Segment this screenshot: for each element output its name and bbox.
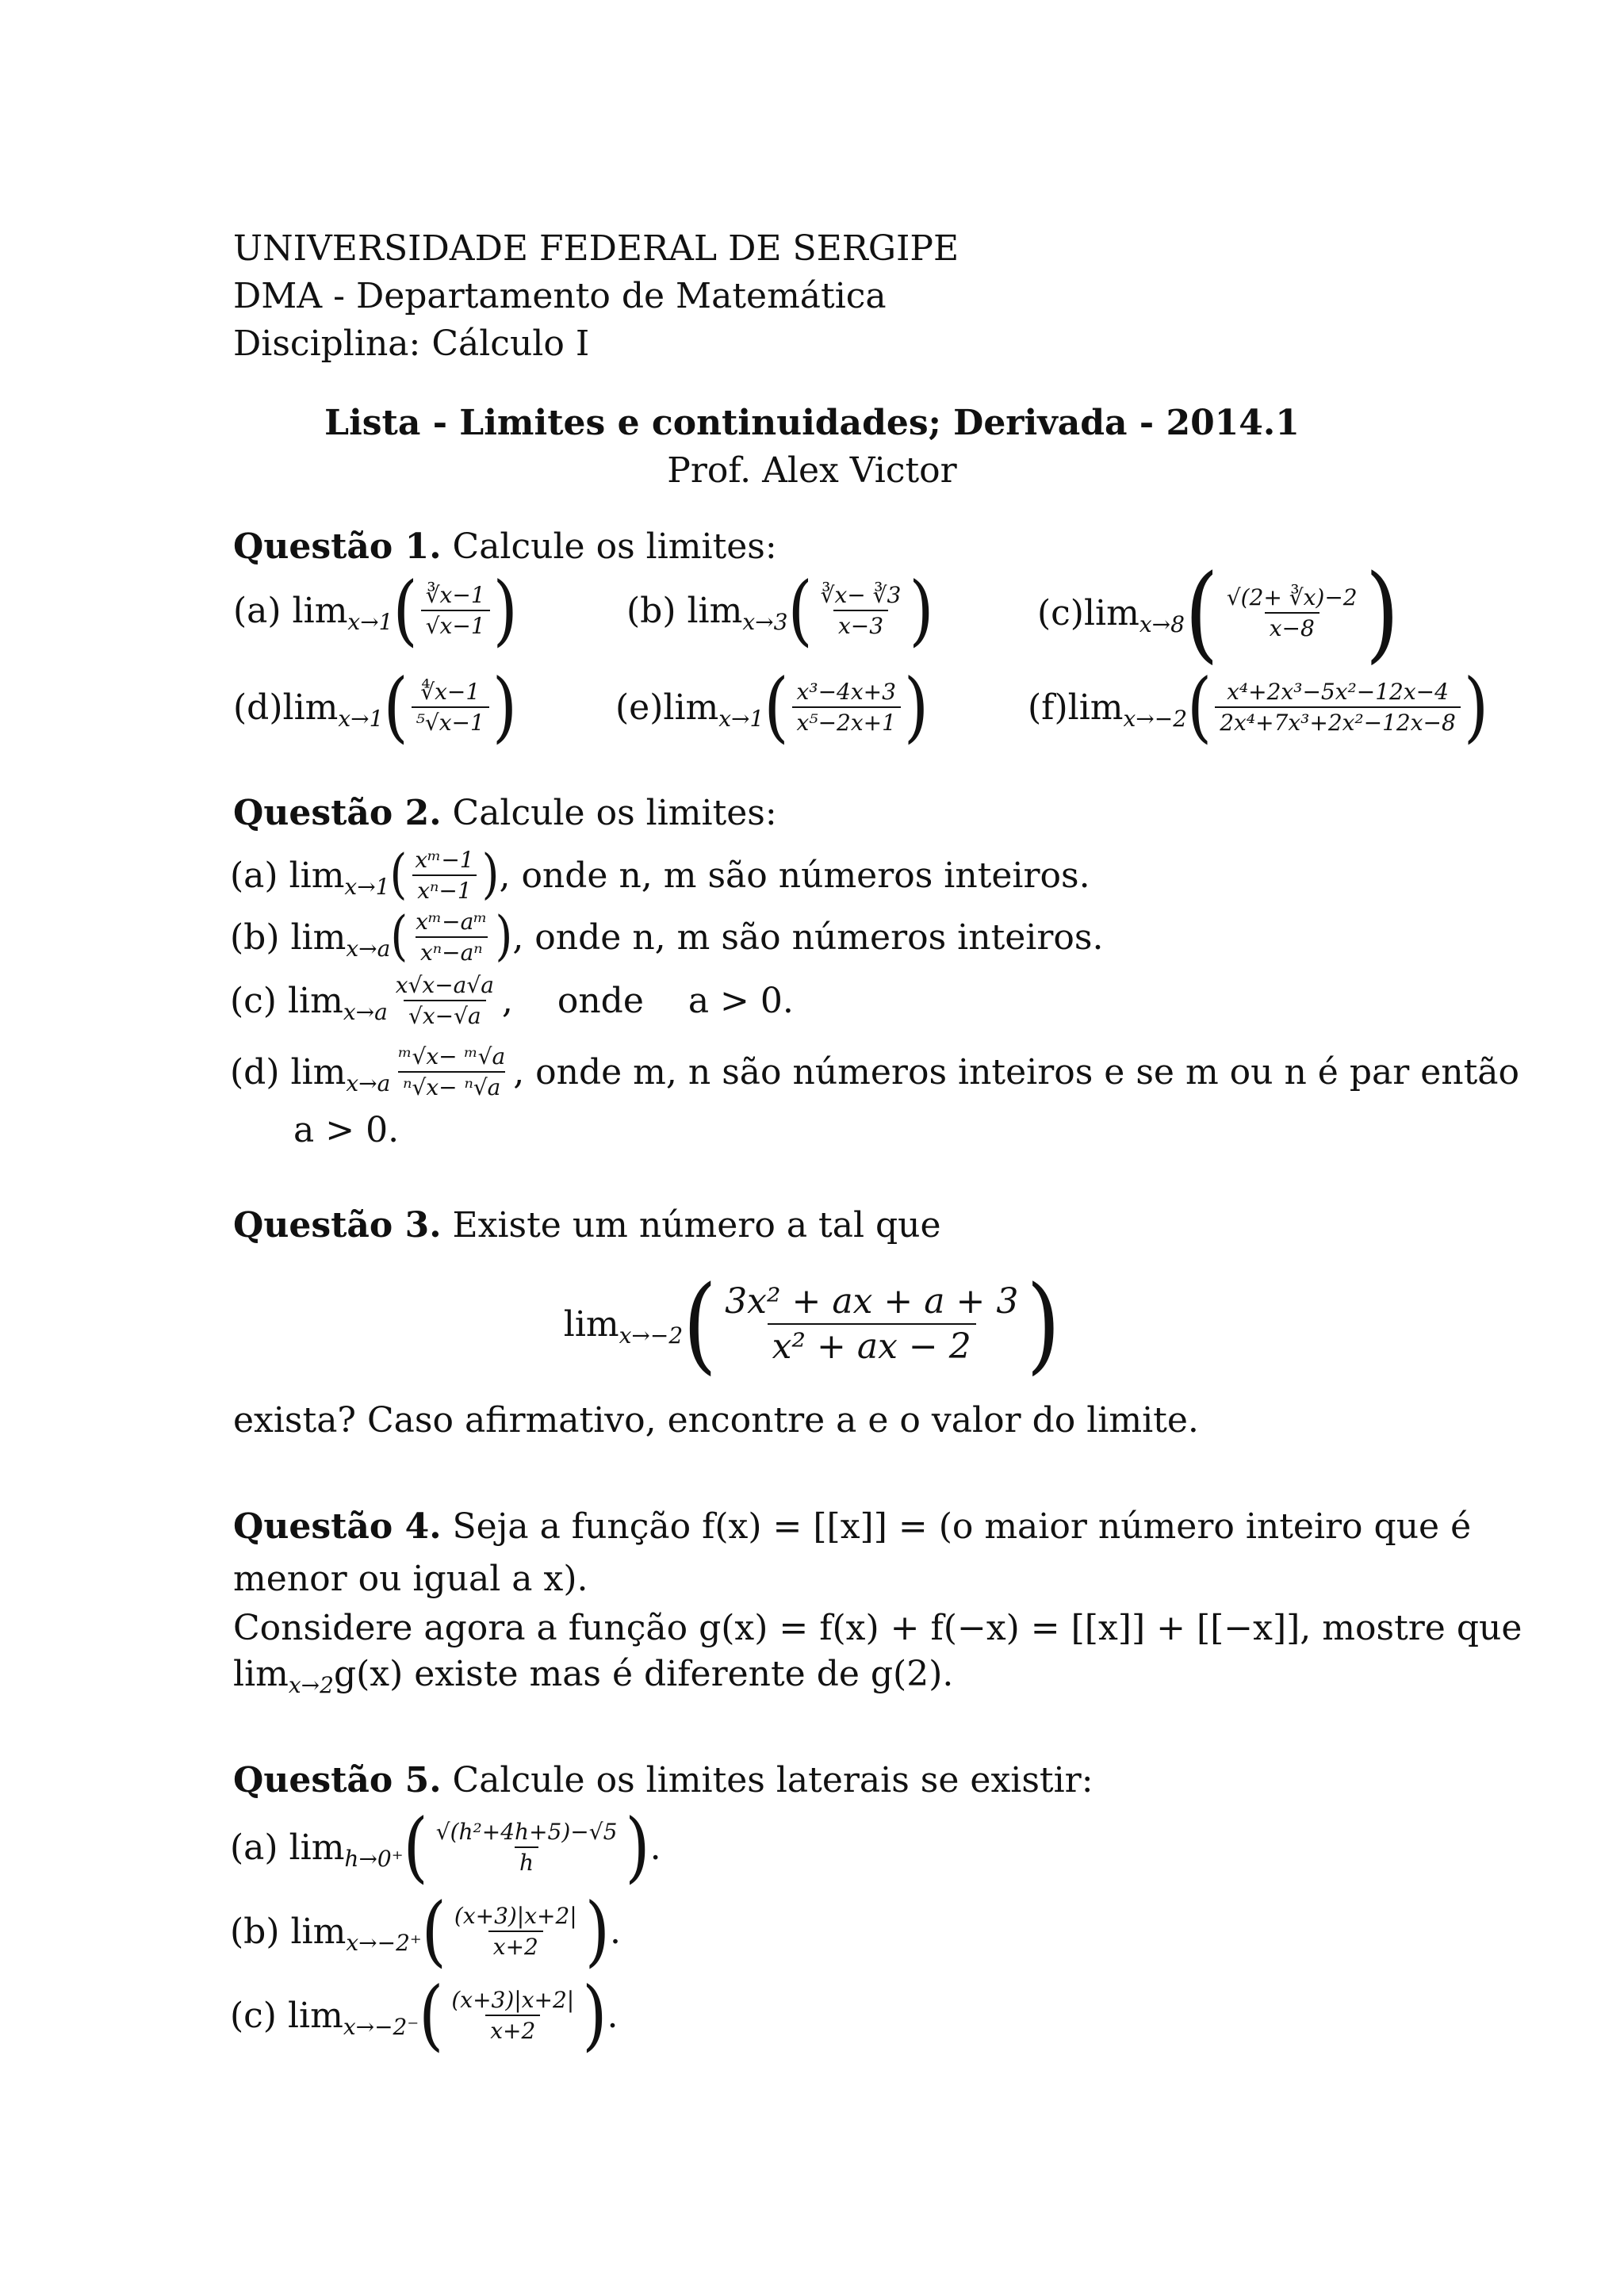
denominator: x−3 <box>833 610 888 639</box>
paren-left: ( <box>393 565 418 655</box>
paren-right: ) <box>495 905 513 968</box>
q1-b-fraction <box>816 582 906 639</box>
paren-left: ( <box>1187 662 1212 752</box>
q4-line3: Considere agora a função g(x) = f(x) + f(−x) = [[x]] + [[−x]], mostre que <box>233 1608 1522 1648</box>
q1-a-sub: x→1 <box>347 608 393 635</box>
paren-left: ( <box>787 565 813 655</box>
q5-text: Calcule os limites laterais se existir: <box>452 1760 1094 1800</box>
q5-item-c <box>230 1970 619 2060</box>
q4-line4 <box>233 1654 954 1698</box>
q1-e-fraction <box>792 679 901 736</box>
q1-b-sub: x→3 <box>742 608 788 635</box>
q5-a-tag: (a) lim <box>230 1827 345 1868</box>
q5-a-tail: . <box>649 1827 661 1868</box>
numerator: ∛x−1 <box>425 582 485 608</box>
denominator: √x−√a <box>404 1000 486 1029</box>
paren-left: ( <box>383 662 408 752</box>
numerator: ∜x−1 <box>420 679 481 705</box>
q2-c-tail: , onde a > 0. <box>501 980 794 1021</box>
q2-a-tag: (a) lim <box>230 855 345 896</box>
department-name: DMA - Departamento de Matemática <box>233 276 887 316</box>
paren-left: ( <box>419 1970 444 2060</box>
q1-heading <box>233 526 777 567</box>
numerator: (x+3)|x+2| <box>454 1903 577 1929</box>
university-name: UNIVERSIDADE FEDERAL DE SERGIPE <box>233 228 959 269</box>
q2-d-continuation: a > 0. <box>293 1110 400 1150</box>
numerator: (x+3)|x+2| <box>451 1987 575 2013</box>
professor-name: Prof. Alex Victor <box>667 450 957 491</box>
q2-a-tail: , onde n, m são números inteiros. <box>499 855 1090 896</box>
paren-right: ) <box>625 1802 650 1892</box>
paren-right: ) <box>582 1970 607 2060</box>
paren-right: ) <box>1365 552 1400 674</box>
paren-right: ) <box>1463 662 1489 752</box>
paren-left: ( <box>421 1886 446 1976</box>
denominator: ⁵√x−1 <box>412 706 489 736</box>
q1-e-sub: x→1 <box>718 705 764 732</box>
q1-c-sub: x→8 <box>1139 610 1185 637</box>
q3-sub: x→−2 <box>619 1322 684 1349</box>
q1-d-sub: x→1 <box>338 705 384 732</box>
q2-b-tail: , onde n, m são números inteiros. <box>512 916 1104 958</box>
list-title: Lista - Limites e continuidades; Derivada - 2014.1 <box>324 403 1300 443</box>
q4-line4-rest: g(x) existe mas é diferente de g(2). <box>333 1654 954 1694</box>
q2-b-fraction <box>411 909 492 966</box>
q2-item-d <box>230 1043 1519 1100</box>
q4-heading <box>233 1506 1471 1547</box>
numerator: x√x−a√a <box>395 972 494 998</box>
q2-b-sub: x→a <box>346 935 391 962</box>
denominator: xⁿ−1 <box>412 874 476 904</box>
q2-d-tail: , onde m, n são números inteiros e se m ou n é par então <box>513 1051 1520 1093</box>
q1-f-fraction <box>1215 679 1461 736</box>
q1-item-e <box>615 662 929 752</box>
denominator: ⁿ√x− ⁿ√a <box>398 1071 505 1100</box>
denominator: x−8 <box>1265 612 1320 641</box>
q1-label: Questão 1. <box>233 526 442 567</box>
q5-c-tail: . <box>607 1995 619 2036</box>
q5-b-fraction <box>450 1903 582 1960</box>
denominator: x⁵−2x+1 <box>792 706 901 736</box>
q3-lim: lim <box>563 1303 619 1345</box>
q1-item-b <box>626 565 934 655</box>
q1-text: Calcule os limites: <box>452 526 777 567</box>
paren-right: ) <box>584 1886 610 1976</box>
paren-left: ( <box>764 662 789 752</box>
q1-item-c <box>1037 552 1400 674</box>
q2-b-tag: (b) lim <box>230 916 347 958</box>
q3-after-text: exista? Caso afirmativo, encontre a e o valor do limite. <box>233 1400 1199 1441</box>
q2-item-b <box>230 905 1104 968</box>
q2-item-c <box>230 972 794 1029</box>
q2-c-tag: (c) lim <box>230 980 343 1021</box>
q2-d-fraction <box>393 1043 510 1100</box>
q1-a-fraction <box>421 582 490 639</box>
denominator: √x−1 <box>421 610 490 639</box>
q1-f-sub: x→−2 <box>1123 705 1188 732</box>
paren-left: ( <box>403 1802 428 1892</box>
denominator: xⁿ−aⁿ <box>416 936 488 966</box>
q2-c-fraction <box>391 972 499 1029</box>
paren-right: ) <box>903 662 929 752</box>
denominator: x² + ax − 2 <box>768 1323 976 1367</box>
paren-left: ( <box>683 1263 718 1385</box>
q1-item-d <box>233 662 518 752</box>
q1-d-fraction <box>412 679 489 736</box>
denominator: x+2 <box>485 2015 540 2044</box>
q5-b-tail: . <box>609 1911 621 1952</box>
paren-right: ) <box>909 565 934 655</box>
course-name: Disciplina: Cálculo I <box>233 323 590 364</box>
q5-c-fraction <box>446 1987 579 2044</box>
q2-d-tag: (d) lim <box>230 1051 347 1093</box>
q3-text: Existe um número a tal que <box>452 1205 941 1246</box>
paren-right: ) <box>481 844 500 906</box>
q5-b-sub: x→−2⁺ <box>346 1929 422 1956</box>
q3-fraction <box>720 1281 1023 1367</box>
paren-right: ) <box>492 565 518 655</box>
paren-right: ) <box>492 662 518 752</box>
q1-e-tag: (e)lim <box>615 687 719 728</box>
denominator: h <box>515 1846 538 1876</box>
q5-a-sub: h→0⁺ <box>344 1845 404 1872</box>
q2-d-sub: x→a <box>346 1070 391 1096</box>
numerator: ∛x− ∛3 <box>820 582 902 608</box>
q1-c-tag: (c)lim <box>1037 592 1139 633</box>
q5-c-sub: x→−2⁻ <box>343 2013 419 2040</box>
q2-a-sub: x→1 <box>344 873 390 900</box>
q2-c-sub: x→a <box>343 998 388 1025</box>
q2-text: Calcule os limites: <box>452 793 777 833</box>
q1-a-tag: (a) lim <box>233 590 348 631</box>
q3-label: Questão 3. <box>233 1205 442 1246</box>
q1-c-fraction <box>1222 584 1362 641</box>
q1-item-a <box>233 565 518 655</box>
numerator: √(h²+4h+5)−√5 <box>435 1819 618 1845</box>
numerator: xᵐ−1 <box>415 847 474 873</box>
q1-b-tag: (b) lim <box>626 590 743 631</box>
q2-item-a <box>230 844 1090 906</box>
q5-heading <box>233 1760 1094 1800</box>
paren-left: ( <box>1184 552 1219 674</box>
q4-label: Questão 4. <box>233 1506 442 1547</box>
paren-left: ( <box>389 844 408 906</box>
q2-heading <box>233 793 777 833</box>
q5-a-fraction <box>431 1819 622 1876</box>
numerator: 3x² + ax + a + 3 <box>725 1281 1019 1322</box>
paren-right: ) <box>1026 1263 1061 1385</box>
denominator: 2x⁴+7x³+2x²−12x−8 <box>1215 706 1461 736</box>
q5-b-tag: (b) lim <box>230 1911 347 1952</box>
q3-heading <box>233 1205 941 1246</box>
q5-item-a <box>230 1802 661 1892</box>
numerator: ᵐ√x− ᵐ√a <box>398 1043 506 1070</box>
q1-d-tag: (d)lim <box>233 687 339 728</box>
q5-c-tag: (c) lim <box>230 1995 343 2036</box>
q2-a-fraction <box>410 847 478 904</box>
q5-label: Questão 5. <box>233 1760 442 1800</box>
numerator: x³−4x+3 <box>796 679 896 705</box>
q2-label: Questão 2. <box>233 793 442 833</box>
q5-item-b <box>230 1886 621 1976</box>
q3-limit-expression <box>0 1263 1624 1385</box>
numerator: xᵐ−aᵐ <box>416 909 488 935</box>
denominator: x+2 <box>488 1931 543 1960</box>
q1-f-tag: (f)lim <box>1028 687 1124 728</box>
q4-lim: lim <box>233 1654 289 1694</box>
q1-item-f <box>1028 662 1489 752</box>
q4-sub: x→2 <box>288 1672 334 1698</box>
numerator: x⁴+2x³−5x²−12x−4 <box>1227 679 1449 705</box>
paren-left: ( <box>390 905 408 968</box>
q4-line1: Seja a função f(x) = [[x]] = (o maior número inteiro que é <box>452 1506 1472 1547</box>
q4-line2: menor ou igual a x). <box>233 1559 588 1599</box>
numerator: √(2+ ∛x)−2 <box>1226 584 1358 610</box>
